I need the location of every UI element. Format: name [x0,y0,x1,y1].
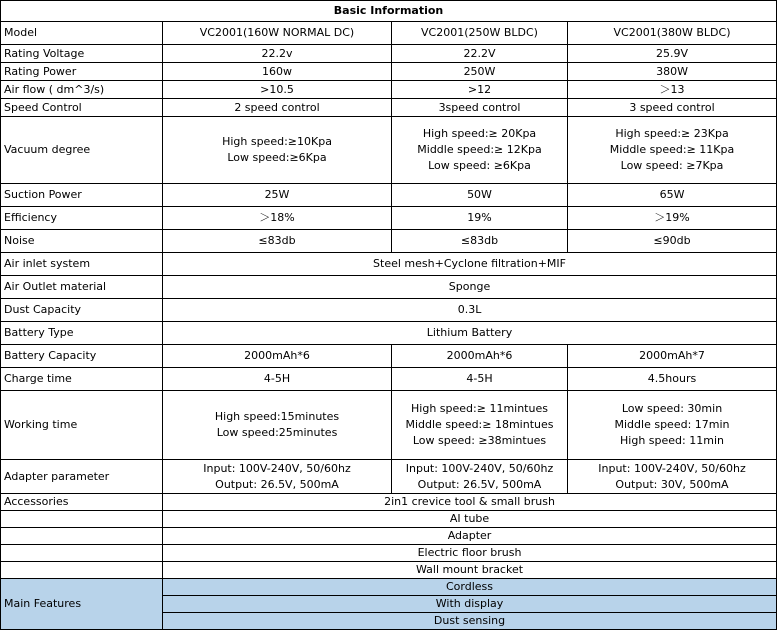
cell-value: ≤83db [392,230,568,253]
cell-value: VC2001(380W BLDC) [568,22,777,45]
cell-value: Adapter [163,528,777,545]
cell-value: 22.2v [163,45,392,63]
row-label: Rating Power [1,63,163,81]
table-row [1,460,777,494]
cell-value [392,391,568,460]
title-row [1,1,777,22]
table-row [1,63,777,81]
cell-line: High speed:15minutes [214,410,340,423]
cell-value: 2000mAh*6 [163,345,392,368]
cell-value [163,460,392,494]
row-label: Dust Capacity [1,299,163,322]
cell-value: ＞18% [163,207,392,230]
cell-value: 2 speed control [163,99,392,117]
table-row [1,184,777,207]
cell-value: 25W [163,184,392,207]
cell-line: Output: 26.5V, 500mA [215,477,339,491]
row-label: Air inlet system [1,253,163,276]
cell-value: 4-5H [392,368,568,391]
table-row [1,99,777,117]
row-label: Working time [1,391,163,460]
table-row [1,299,777,322]
row-label: Rating Voltage [1,45,163,63]
row-label: Vacuum degree [1,117,163,184]
cell-value [392,460,568,494]
table-row [1,253,777,276]
cell-value: >10.5 [163,81,392,99]
row-label: Model [1,22,163,45]
table-row [1,81,777,99]
cell-value: Electric floor brush [163,545,777,562]
table-row [1,528,777,545]
table-row [1,345,777,368]
cell-value: ≤90db [568,230,777,253]
cell-line: Low speed: ≥38mintues [412,434,547,447]
row-label: Air Outlet material [1,276,163,299]
cell-value: 3 speed control [568,99,777,117]
table-row [1,579,777,596]
row-label: Battery Capacity [1,345,163,368]
cell-value: 0.3L [163,299,777,322]
empty-label-cell [1,562,163,579]
cell-line: Middle speed:≥ 12Kpa [417,143,542,156]
row-label: Noise [1,230,163,253]
cell-value: Lithium Battery [163,322,777,345]
cell-line: Output: 30V, 500mA [615,477,729,491]
cell-value: 160w [163,63,392,81]
empty-label-cell [1,511,163,528]
cell-line: High speed:≥ 20Kpa [422,127,537,140]
empty-label-cell [1,528,163,545]
empty-label-cell [1,545,163,562]
cell-line: Middle speed: 17min [614,418,730,431]
cell-line: Input: 100V-240V, 50/60hz [405,461,554,475]
cell-value: 2in1 crevice tool & small brush [163,494,777,511]
cell-value: Dust sensing [163,613,777,630]
cell-value: AI tube [163,511,777,528]
row-label: Accessories [1,494,163,511]
table-row [1,45,777,63]
table-row [1,511,777,528]
table-row [1,322,777,345]
row-label: Suction Power [1,184,163,207]
cell-value [392,117,568,184]
cell-value [163,391,392,460]
row-label: Battery Type [1,322,163,345]
cell-line: Low speed:25minutes [216,426,338,439]
cell-value: 65W [568,184,777,207]
cell-line: Low speed: 30min [621,402,723,415]
cell-line: Low speed:≥6Kpa [227,151,327,164]
cell-line: Low speed: ≥7Kpa [620,159,724,172]
cell-line: Low speed: ≥6Kpa [428,159,531,172]
cell-value: 4-5H [163,368,392,391]
cell-value: VC2001(250W BLDC) [392,22,568,45]
cell-value [163,117,392,184]
cell-value [568,460,777,494]
row-label: Adapter parameter [1,460,163,494]
cell-line: High speed:≥ 11mintues [411,402,548,415]
cell-value: 4.5hours [568,368,777,391]
cell-value: 2000mAh*6 [392,345,568,368]
cell-value: ＞13 [568,81,777,99]
cell-value [568,117,777,184]
cell-value: 380W [568,63,777,81]
row-label: Air flow ( dm^3/s) [1,81,163,99]
table-row [1,117,777,184]
cell-value: 3speed control [392,99,568,117]
cell-value: Wall mount bracket [163,562,777,579]
table-row [1,22,777,45]
row-label: Speed Control [1,99,163,117]
cell-line: Middle speed:≥ 11Kpa [609,143,735,156]
cell-line: High speed: 11min [620,434,724,447]
cell-line: Input: 100V-240V, 50/60hz [203,461,351,475]
table-row [1,207,777,230]
table-row [1,562,777,579]
table-row [1,276,777,299]
table-row [1,368,777,391]
cell-line: High speed:≥ 23Kpa [615,127,729,140]
row-label: Efficiency [1,207,163,230]
table-row [1,391,777,460]
cell-value [568,391,777,460]
row-label: Charge time [1,368,163,391]
cell-value: ≤83db [163,230,392,253]
row-label: Main Features [1,579,163,630]
cell-value: With display [163,596,777,613]
cell-value: 25.9V [568,45,777,63]
cell-value: 2000mAh*7 [568,345,777,368]
cell-value: 250W [392,63,568,81]
cell-value: 50W [392,184,568,207]
cell-value: ＞19% [568,207,777,230]
cell-value: 19% [392,207,568,230]
cell-line: Input: 100V-240V, 50/60hz [598,461,746,475]
cell-value: VC2001(160W NORMAL DC) [163,22,392,45]
cell-line: High speed:≥10Kpa [222,135,332,148]
cell-value: Steel mesh+Cyclone filtration+MIF [163,253,777,276]
cell-line: Output: 26.5V, 500mA [417,477,542,491]
table-row [1,494,777,511]
table-row [1,230,777,253]
table-row [1,545,777,562]
table-title: Basic Information [1,1,777,22]
cell-value: 22.2V [392,45,568,63]
cell-value: >12 [392,81,568,99]
cell-line: Middle speed:≥ 18mintues [405,418,554,431]
cell-value: Sponge [163,276,777,299]
cell-value: Cordless [163,579,777,596]
